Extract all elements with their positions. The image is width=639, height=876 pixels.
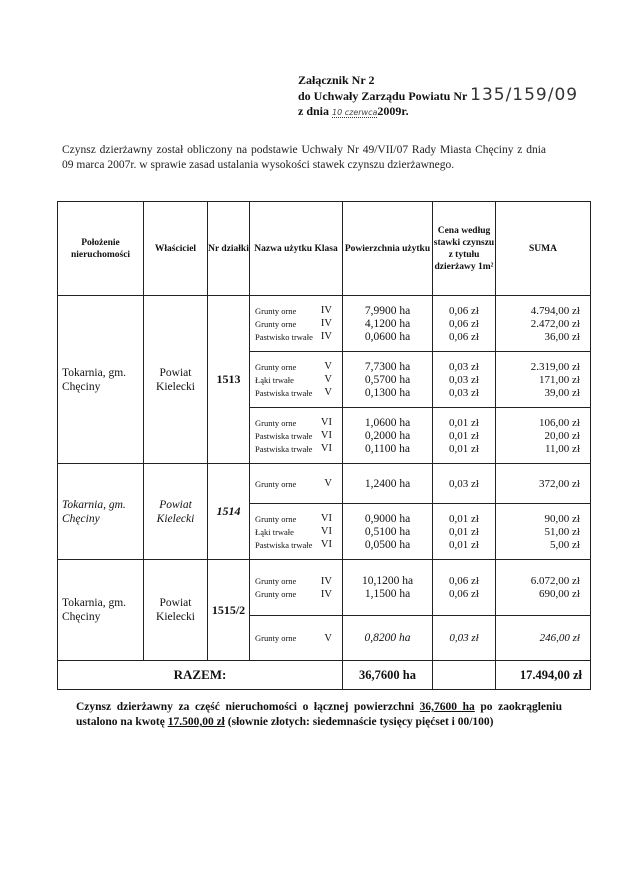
sum-cell — [496, 560, 591, 616]
rate-cell — [433, 296, 496, 352]
soil-class: VI — [320, 443, 332, 454]
use-class-cell — [250, 408, 343, 464]
area-cell — [343, 560, 433, 616]
attachment-title: Załącznik Nr 2 — [298, 73, 375, 87]
rate-value: 0,03 zł — [449, 632, 479, 644]
sum-value: 246,00 zł — [539, 632, 580, 644]
total-sum: 17.494,00 zł — [496, 661, 591, 690]
sum-value: 6.072,00 zł — [530, 575, 580, 587]
use-name: Pastwiska trwałe — [255, 387, 313, 398]
property-location: Tokarnia, gm. Chęciny — [58, 464, 144, 560]
rate-value: 0,01 zł — [449, 538, 479, 551]
header-sum: SUMA — [496, 202, 591, 296]
sum-value: 90,00 zł — [544, 512, 580, 525]
property-location: Tokarnia, gm. Chęciny — [58, 296, 144, 464]
rate-value: 0,01 zł — [449, 429, 479, 442]
soil-class: IV — [320, 588, 332, 600]
sum-value: 2.472,00 zł — [530, 317, 580, 330]
area-cell — [343, 408, 433, 464]
header-parcel: Nr działki — [208, 202, 250, 296]
use-name: Pastwiska trwałe — [255, 443, 313, 454]
use-class-cell — [250, 464, 343, 504]
area-value: 0,5700 ha — [364, 373, 411, 386]
area-value: 1,0600 ha — [364, 416, 411, 429]
sum-value: 106,00 zł — [539, 416, 580, 429]
use-name: Grunty orne — [255, 361, 297, 372]
sum-cell — [496, 352, 591, 408]
soil-class: IV — [320, 575, 332, 587]
area-cell — [343, 616, 433, 661]
area-value: 0,0500 ha — [364, 538, 411, 551]
rate-value: 0,01 zł — [449, 512, 479, 525]
document-header — [298, 73, 578, 120]
use-name: Łąki trwałe — [255, 526, 294, 537]
soil-class: V — [324, 632, 332, 644]
use-name: Grunty orne — [255, 576, 297, 586]
use-name: Grunty orne — [255, 318, 297, 329]
use-class-cell — [250, 352, 343, 408]
area-cell — [343, 296, 433, 352]
use-line — [250, 512, 342, 525]
area-cell — [343, 504, 433, 560]
area-value: 0,2000 ha — [364, 429, 411, 442]
rate-value: 0,03 zł — [449, 360, 479, 373]
soil-class: V — [324, 387, 332, 398]
sum-cell — [496, 296, 591, 352]
rate-cell — [433, 616, 496, 661]
soil-class: VI — [320, 513, 332, 524]
use-line — [250, 429, 342, 442]
soil-class: IV — [320, 305, 332, 316]
sum-value: 372,00 zł — [539, 477, 580, 490]
use-line — [250, 588, 342, 601]
rate-value: 0,03 zł — [449, 373, 479, 386]
summary-text-1: Czynsz dzierżawny za część nieruchomości o łącznej powierzchni — [76, 701, 420, 713]
rate-value: 0,01 zł — [449, 525, 479, 538]
rate-cell — [433, 464, 496, 504]
sum-value: 2.319,00 zł — [530, 360, 580, 373]
parcel-number: 1515/2 — [208, 560, 250, 661]
property-owner: Powiat Kielecki — [144, 464, 208, 560]
sum-value: 51,00 zł — [544, 525, 580, 538]
use-line — [250, 477, 342, 490]
total-area: 36,7600 ha — [343, 661, 433, 690]
rate-value: 0,06 zł — [449, 304, 479, 317]
header-area: Powierzchnia użytku — [343, 202, 433, 296]
use-line — [250, 416, 342, 429]
parcel-number: 1513 — [208, 296, 250, 464]
header-use-class: Nazwa użytku Klasa — [250, 202, 343, 296]
summary-text-2: po zaokrągleniu ustalono na kwotę — [76, 701, 562, 728]
resolution-prefix: do Uchwały Zarządu Powiatu Nr — [298, 89, 471, 103]
soil-class: V — [324, 478, 332, 489]
summary-amount: 17.500,00 zł — [167, 716, 225, 728]
use-line — [250, 330, 342, 343]
parcel-number: 1514 — [208, 464, 250, 560]
sum-value: 20,00 zł — [544, 429, 580, 442]
sum-value: 39,00 zł — [544, 386, 580, 399]
use-name: Pastwiska trwałe — [255, 539, 313, 550]
use-line — [250, 575, 342, 588]
area-value: 1,2400 ha — [364, 477, 411, 490]
use-line — [250, 386, 342, 399]
rate-value: 0,06 zł — [449, 330, 479, 343]
date-prefix: z dnia — [298, 104, 333, 118]
rate-value: 0,01 zł — [449, 416, 479, 429]
soil-class: VI — [320, 539, 332, 550]
summary-text-3: (słownie złotych: siedemnaście tysięcy pięćset i 00/100) — [224, 716, 494, 728]
sum-value: 690,00 zł — [539, 588, 580, 600]
summary-paragraph — [76, 700, 562, 730]
use-class-cell — [250, 616, 343, 661]
soil-class: VI — [320, 526, 332, 537]
sum-value: 5,00 zł — [550, 538, 580, 551]
rent-table — [57, 201, 591, 690]
table-row — [58, 296, 591, 352]
header-rate: Cena według stawki czynszu z tytułu dzierżawy 1m² — [433, 202, 496, 296]
sum-value: 11,00 zł — [544, 442, 580, 455]
rate-value: 0,06 zł — [449, 575, 479, 587]
area-value: 10,1200 ha — [361, 575, 414, 587]
table-row — [58, 560, 591, 616]
use-name: Grunty orne — [255, 513, 297, 524]
rate-value: 0,01 zł — [449, 442, 479, 455]
header-location: Położenie nieruchomości — [58, 202, 144, 296]
handwritten-date: 10 czerwca — [332, 108, 378, 117]
soil-class: V — [324, 374, 332, 385]
rate-cell — [433, 560, 496, 616]
property-owner: Powiat Kielecki — [144, 296, 208, 464]
use-name: Grunty orne — [255, 305, 297, 316]
use-line — [250, 304, 342, 317]
area-value: 0,0600 ha — [364, 330, 411, 343]
rate-value: 0,03 zł — [449, 477, 479, 490]
table-body — [58, 296, 591, 661]
sum-value: 36,00 zł — [544, 330, 580, 343]
rate-cell — [433, 408, 496, 464]
rate-value: 0,06 zł — [449, 588, 479, 600]
area-value: 0,9000 ha — [364, 512, 411, 525]
use-name: Grunty orne — [255, 478, 297, 489]
total-empty-cell — [433, 661, 496, 690]
use-line — [250, 442, 342, 455]
use-class-cell — [250, 296, 343, 352]
use-name: Łąki trwałe — [255, 374, 294, 385]
property-location: Tokarnia, gm. Chęciny — [58, 560, 144, 661]
rate-cell — [433, 352, 496, 408]
intro-paragraph: Czynsz dzierżawny został obliczony na podstawie Uchwały Nr 49/VII/07 Rady Miasta Chęciny z dnia 09 marca 2007r. w sprawie zasad ustalania wysokości stawek czynszu dzierżawnego. — [62, 144, 546, 171]
use-line — [250, 525, 342, 538]
rate-value: 0,03 zł — [449, 386, 479, 399]
area-value: 7,7300 ha — [364, 360, 411, 373]
area-value: 4,1200 ha — [364, 317, 411, 330]
use-class-cell — [250, 504, 343, 560]
total-label: RAZEM: — [58, 661, 343, 690]
area-cell — [343, 464, 433, 504]
use-line — [250, 317, 342, 330]
area-cell — [343, 352, 433, 408]
sum-value: 4.794,00 zł — [530, 304, 580, 317]
use-line — [250, 632, 342, 645]
use-name: Grunty orne — [255, 589, 297, 599]
area-value: 7,9900 ha — [364, 304, 411, 317]
area-value: 0,1100 ha — [365, 442, 410, 455]
use-name: Pastwiska trwałe — [255, 430, 313, 441]
sum-value: 171,00 zł — [539, 373, 580, 386]
area-value: 0,8200 ha — [364, 632, 411, 644]
use-class-cell — [250, 560, 343, 616]
use-line — [250, 360, 342, 373]
area-value: 1,1500 ha — [364, 588, 411, 600]
sum-cell — [496, 504, 591, 560]
sum-cell — [496, 616, 591, 661]
table-row — [58, 464, 591, 504]
rate-value: 0,06 zł — [449, 317, 479, 330]
rate-cell — [433, 504, 496, 560]
date-line — [298, 104, 578, 120]
table-header-row — [58, 202, 591, 296]
property-owner: Powiat Kielecki — [144, 560, 208, 661]
resolution-line — [298, 85, 579, 105]
use-line — [250, 538, 342, 551]
sum-cell — [496, 408, 591, 464]
soil-class: IV — [320, 331, 332, 342]
soil-class: VI — [320, 417, 332, 428]
use-name: Grunty orne — [255, 633, 297, 643]
use-line — [250, 373, 342, 386]
soil-class: VI — [320, 430, 332, 441]
use-name: Grunty orne — [255, 417, 297, 428]
sum-cell — [496, 464, 591, 504]
header-owner: Właściciel — [144, 202, 208, 296]
date-suffix: 2009r. — [377, 104, 409, 118]
handwritten-resolution-number: 135/159/09 — [470, 85, 579, 105]
area-value: 0,5100 ha — [364, 525, 411, 538]
use-name: Pastwisko trwałe — [255, 331, 313, 342]
summary-area: 36,7600 ha — [419, 701, 475, 713]
soil-class: V — [324, 361, 332, 372]
total-row — [58, 661, 591, 690]
area-value: 0,1300 ha — [364, 386, 411, 399]
soil-class: IV — [320, 318, 332, 329]
